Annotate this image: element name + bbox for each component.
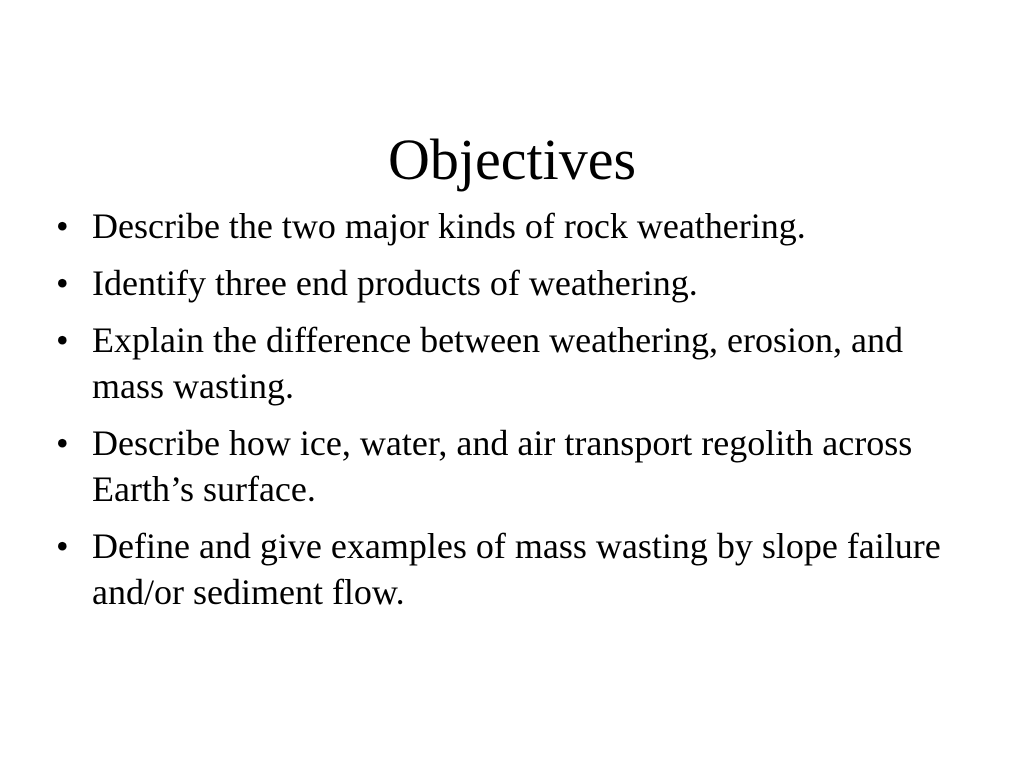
bullet-icon: •	[56, 206, 69, 246]
list-item-text: Describe how ice, water, and air transport regolith across Earth’s surface.	[92, 423, 913, 509]
list-item-text: Explain the difference between weathering, erosion, and mass wasting.	[92, 320, 904, 406]
bullet-icon: •	[56, 263, 69, 303]
bullet-icon: •	[56, 320, 69, 360]
bullet-icon: •	[56, 526, 69, 566]
objectives-list	[52, 203, 952, 626]
list-item	[52, 523, 952, 615]
list-item	[52, 317, 952, 409]
list-item-text: Identify three end products of weathering.	[92, 263, 698, 303]
list-item-text: Describe the two major kinds of rock weathering.	[92, 206, 806, 246]
list-item	[52, 420, 952, 512]
bullet-icon: •	[56, 423, 69, 463]
list-item	[52, 260, 952, 306]
list-item	[52, 203, 952, 249]
slide-title: Objectives	[387, 127, 637, 192]
list-item-text: Define and give examples of mass wasting by slope failure and/or sediment flow.	[92, 526, 941, 612]
